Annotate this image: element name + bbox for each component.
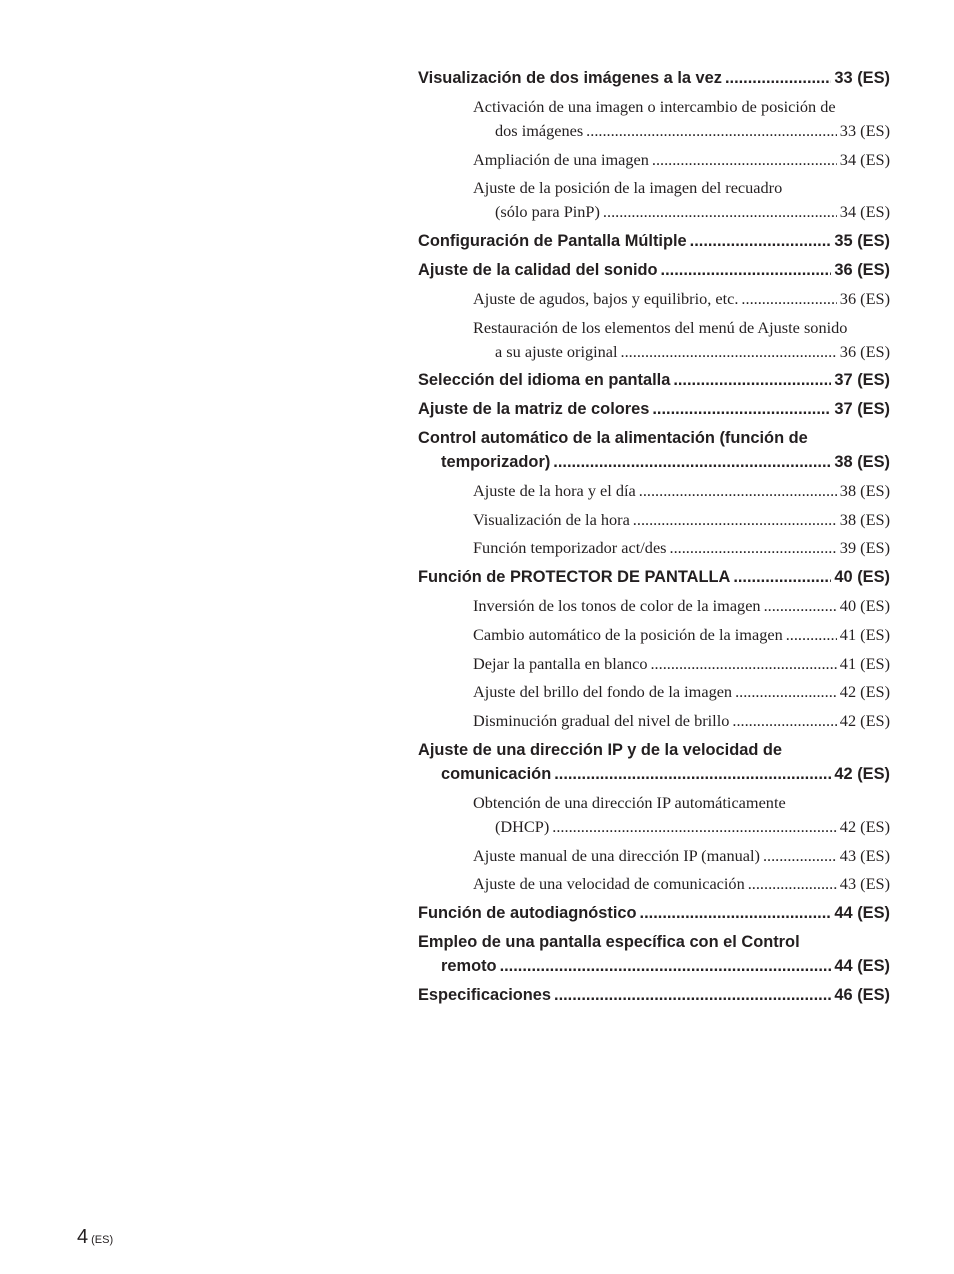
toc-subsection-entry [418, 652, 890, 676]
toc-entry-title: Ajuste de la posición de la imagen del recuadro [473, 178, 783, 198]
toc-page-number: 34 (ES) [839, 149, 890, 169]
toc-dot-leader [586, 119, 837, 143]
toc-entry-title: (DHCP) [495, 816, 550, 836]
toc-entry-title: Control automático de la alimentación (función de [418, 428, 808, 447]
page-footer [77, 1226, 113, 1249]
toc-dot-leader [633, 508, 837, 532]
toc-dot-leader [639, 479, 837, 503]
toc-entry-title: Activación de una imagen o intercambio de posición de [473, 96, 836, 116]
toc-page-number: 37 (ES) [834, 371, 890, 390]
toc-section-entry [418, 565, 890, 589]
page-number: 4 [77, 1226, 89, 1248]
toc-subsection-entry [418, 479, 890, 503]
toc-entry-title: a su ajuste original [495, 341, 618, 361]
toc-page-number: 44 (ES) [834, 956, 890, 975]
toc-subsection-entry [418, 508, 890, 532]
toc-section-entry [418, 66, 890, 90]
toc-section-entry [418, 930, 890, 978]
toc-page-number: 43 (ES) [839, 845, 890, 865]
toc-subsection-entry [418, 594, 890, 618]
toc-subsection-entry [418, 791, 890, 839]
toc-dot-leader [732, 709, 836, 733]
toc-dot-leader [554, 762, 831, 786]
toc-subsection-entry [418, 95, 890, 143]
toc-page-number: 38 (ES) [834, 452, 890, 471]
toc-entry-title: Función de PROTECTOR DE PANTALLA [418, 568, 731, 587]
toc-dot-leader [670, 536, 837, 560]
toc-page-number: 38 (ES) [839, 509, 890, 529]
toc-entry-title: Inversión de los tonos de color de la imagen [473, 595, 761, 615]
toc-entry-title: Ajuste de agudos, bajos y equilibrio, etc. [473, 288, 739, 308]
toc-subsection-entry [418, 623, 890, 647]
toc-page-number: 33 (ES) [834, 69, 890, 87]
toc-page-number: 42 (ES) [839, 816, 890, 836]
toc-subsection-entry [418, 709, 890, 733]
table-of-contents [418, 66, 890, 1007]
toc-entry-title: Obtención de una dirección IP automáticamente [473, 792, 786, 812]
toc-subsection-entry [418, 536, 890, 560]
toc-page-number: 44 (ES) [834, 904, 890, 923]
toc-dot-leader [500, 954, 832, 978]
toc-entry-title: Ajuste de la hora y el día [473, 480, 636, 500]
toc-subsection-entry [418, 316, 890, 364]
toc-page-number: 42 (ES) [839, 682, 890, 702]
toc-entry-title: Ampliación de una imagen [473, 149, 649, 169]
toc-section-entry [418, 368, 890, 392]
toc-entry-title: Ajuste de una dirección IP y de la velocidad de [418, 740, 783, 759]
toc-entry-title: Visualización de la hora [473, 509, 630, 529]
toc-page-number: 40 (ES) [839, 595, 890, 615]
toc-subsection-entry [418, 680, 890, 704]
toc-entry-title: Disminución gradual del nivel de brillo [473, 711, 730, 731]
toc-entry-title: Ajuste de una velocidad de comunicación [473, 874, 745, 894]
toc-entry-title: Función temporizador act/des [473, 538, 667, 558]
toc-page-number: 34 (ES) [839, 202, 890, 222]
toc-section-entry [418, 229, 890, 253]
toc-subsection-entry [418, 844, 890, 868]
toc-dot-leader [554, 983, 831, 1007]
toc-dot-leader [652, 148, 837, 172]
toc-dot-leader [552, 815, 837, 839]
toc-dot-leader [652, 397, 831, 421]
toc-page-number: 41 (ES) [839, 624, 890, 644]
toc-page-number: 43 (ES) [839, 874, 890, 894]
toc-section-entry [418, 738, 890, 786]
toc-entry-title: Especificaciones [418, 985, 552, 1004]
toc-section-entry [418, 258, 890, 282]
toc-page-number: 35 (ES) [834, 232, 890, 251]
toc-page-number: 40 (ES) [834, 568, 890, 587]
toc-page-number: 36 (ES) [839, 341, 890, 361]
toc-page-number: 41 (ES) [839, 653, 890, 673]
toc-dot-leader [621, 340, 837, 364]
toc-section-entry [418, 426, 890, 474]
toc-dot-leader [661, 258, 832, 282]
toc-entry-title: Dejar la pantalla en blanco [473, 653, 648, 673]
toc-dot-leader [741, 287, 836, 311]
toc-dot-leader [733, 565, 831, 589]
toc-section-entry [418, 983, 890, 1007]
toc-page-number: 42 (ES) [839, 711, 890, 731]
toc-page-number: 39 (ES) [839, 538, 890, 558]
toc-entry-title: dos imágenes [495, 120, 584, 140]
toc-entry-title: Ajuste de la calidad del sonido [418, 260, 658, 279]
toc-dot-leader [786, 623, 837, 647]
toc-entry-title: Restauración de los elementos del menú de Ajuste sonido [473, 317, 848, 337]
toc-dot-leader [763, 844, 837, 868]
toc-entry-title: Selección del idioma en pantalla [418, 371, 671, 390]
toc-dot-leader [673, 368, 831, 392]
toc-entry-title: Empleo de una pantalla específica con el Control [418, 932, 800, 951]
toc-dot-leader [735, 680, 837, 704]
toc-page-number: 36 (ES) [839, 288, 890, 308]
toc-section-entry [418, 901, 890, 925]
toc-subsection-entry [418, 287, 890, 311]
toc-dot-leader [650, 652, 836, 676]
toc-subsection-entry [418, 872, 890, 896]
toc-entry-title: Ajuste de la matriz de colores [418, 400, 650, 419]
toc-entry-title: Ajuste del brillo del fondo de la imagen [473, 682, 733, 702]
toc-dot-leader [553, 450, 831, 474]
toc-page-number: 33 (ES) [839, 120, 890, 140]
toc-entry-title: Configuración de Pantalla Múltiple [418, 232, 687, 251]
toc-dot-leader [748, 872, 837, 896]
toc-dot-leader [603, 200, 837, 224]
toc-entry-title: Ajuste manual de una dirección IP (manual) [473, 845, 760, 865]
toc-dot-leader [640, 901, 832, 925]
toc-entry-title: (sólo para PinP) [495, 202, 600, 222]
toc-page-number: 36 (ES) [834, 260, 890, 279]
toc-subsection-entry [418, 148, 890, 172]
toc-page-number: 46 (ES) [834, 985, 890, 1004]
toc-entry-title: comunicación [441, 764, 552, 783]
toc-entry-title: temporizador) [441, 452, 551, 471]
toc-entry-title: Función de autodiagnóstico [418, 904, 637, 923]
toc-page-number: 37 (ES) [834, 400, 890, 419]
toc-page-number: 42 (ES) [834, 764, 890, 783]
toc-entry-title: Cambio automático de la posición de la imagen [473, 624, 783, 644]
page-number-suffix: (ES) [91, 1234, 114, 1246]
toc-dot-leader [725, 66, 831, 90]
toc-dot-leader [690, 229, 832, 253]
toc-dot-leader [764, 594, 837, 618]
toc-page-number: 38 (ES) [839, 480, 890, 500]
toc-entry-title: Visualización de dos imágenes a la vez [418, 69, 722, 87]
toc-section-entry [418, 397, 890, 421]
toc-entry-title: remoto [441, 956, 497, 975]
toc-subsection-entry [418, 176, 890, 224]
